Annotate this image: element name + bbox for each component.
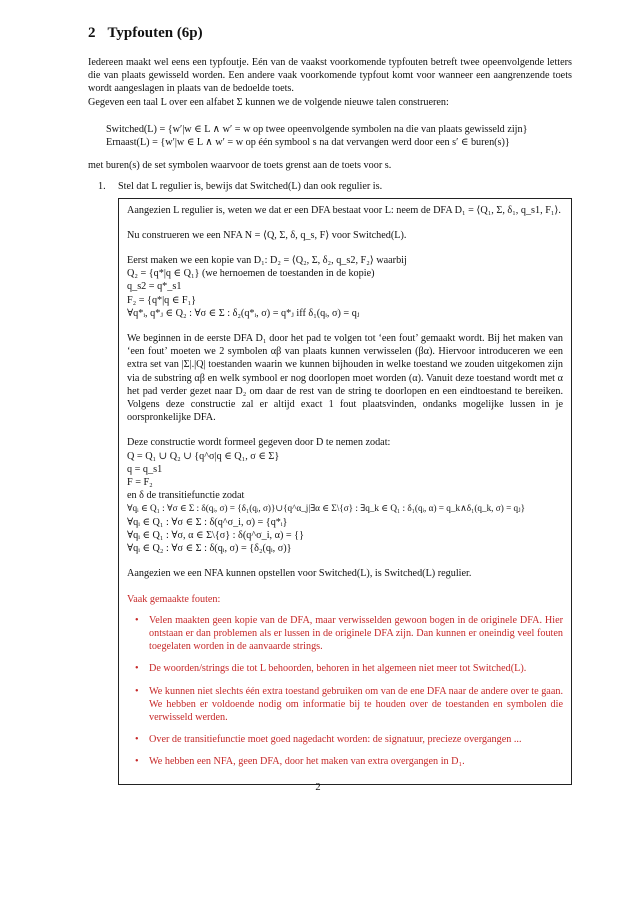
mistake-item: • Velen maakten geen kopie van de DFA, maar verwisselden gewoon bogen in de originele DFA. Hier ontstaan er dan problemen als er lussen in de originele DFA zijn. Dan kunnen er oneindig veel fouten toegelaten worden in de aanvaarde strings. (127, 614, 563, 654)
intro-line-2: Gegeven een taal L over een alfabet Σ kunnen we de volgende nieuwe talen construeren: (88, 96, 449, 108)
answer-paragraph-2: Nu construeren we een NFA N = ⟨Q, Σ, δ, q_s, F⟩ voor Switched(L). (127, 229, 407, 241)
question-text: Stel dat L regulier is, bewijs dat Switched(L) dan ook regulier is. (118, 181, 383, 193)
buren-note: met buren(s) de set symbolen waarvoor de toets grenst aan de toets voor s. (88, 160, 392, 172)
formal-line: Deze constructie wordt formeel gegeven door D te nemen zodat: (127, 437, 391, 449)
formal-line: en δ de transitiefunctie zodat (127, 490, 245, 502)
mistake-item: • Over de transitiefunctie moet goed nagedacht worden: de signatuur, precieze overgangen ... (127, 733, 563, 746)
page-number: 2 (315, 782, 321, 793)
definitions (106, 123, 572, 149)
copy-line: q_s2 = q*_s1 (127, 281, 182, 293)
formal-line: ∀qᵢ ∈ Q₁ : ∀σ, α ∈ Σ\{σ} : δ(q^σ_i, α) = {} (127, 529, 304, 541)
intro-paragraph: Iedereen maakt wel eens een typfoutje. Eén van de vaakst voorkomende typfouten betreft twee opeenvolgende letters die van plaats gewisseld worden. Een andere vaak voorkomende typfout komt voor wanneer een aangrenzende toets wordt aangeslagen in plaats van de bedoelde toets. (88, 57, 572, 95)
section-number: 2 (88, 25, 96, 41)
copy-line: Eerst maken we een kopie van D₁: D₂ = ⟨Q₂, Σ, δ₂, q_s2, F₂⟩ waarbij (127, 255, 407, 267)
section-title: Typfouten (6p) (107, 25, 203, 41)
question-1 (98, 180, 572, 193)
answer-paragraph-4: Aangezien we een NFA kunnen opstellen voor Switched(L), is Switched(L) regulier. (127, 568, 472, 580)
question-number: 1. (98, 181, 106, 193)
mistake-item: • We kunnen niet slechts één extra toestand gebruiken om van de ene DFA naar de andere over te gaan. We hebben er voldoende nodig om informatie bij te houden over de toestanden en symbolen die verwisseld werden. (127, 685, 563, 725)
formal-line: ∀qᵢ ∈ Q₁ : ∀σ ∈ Σ : δ(q^σ_i, σ) = {q*ᵢ} (127, 516, 288, 528)
mistake-item: • We hebben een NFA, geen DFA, door het maken van extra overgangen in D₁. (127, 755, 563, 768)
formal-line: ∀qᵢ ∈ Q₁ : ∀σ ∈ Σ : δ(qᵢ, σ) = {δ₁(qᵢ, σ)}∪{q^α_j|∃α ∈ Σ\{σ} : ∃q_k ∈ Q₁ : δ₁(qᵢ, α) = q_k∧δ₁(q_k, σ) = qⱼ} (127, 503, 525, 514)
answer-paragraph-3: We beginnen in de eerste DFA D₁ door het pad te volgen tot ‘een fout’ gemaakt wordt. Bij het maken van ‘een fout’ moeten we 2 symbolen αβ van plaats kunnen verwisselen (βα). Hiervoor introduceren we een extra set van |Σ|.|Q| toestanden waarin we kunnen bijhouden in welke toestand we zouden uitgekomen zijn via de substring αβ en welk symbool er nog doorlopen moet worden (α). Vanuit deze toestand wordt met α het pad verder gezet naar D₂ om daar de rest van de string te doorlopen en een eindtoestand te bereiken. Volgens deze constructie zal er altijd exact 1 fout plaatsvinden, ondanks mogelijke lussen in je oorspronkelijke DFA. (127, 333, 563, 424)
content (88, 24, 572, 785)
formal-line: ∀qᵢ ∈ Q₂ : ∀σ ∈ Σ : δ(qᵢ, σ) = {δ₂(qᵢ, σ)} (127, 543, 292, 555)
mistakes-list (127, 614, 563, 769)
copy-line: F₂ = {q*|q ∈ F₁} (127, 294, 197, 306)
copy-line: Q₂ = {q*|q ∈ Q₁} (we hernoemen de toestanden in de kopie) (127, 268, 375, 280)
definition-switched: Switched(L) = {w′|w ∈ L ∧ w′ = w op twee opeenvolgende symbolen na die van plaats gewisseld zijn} (106, 123, 528, 135)
formal-line: F = F₂ (127, 477, 153, 489)
answer-box (118, 198, 572, 785)
copy-line: ∀q*ᵢ, q*ⱼ ∈ Q₂ : ∀σ ∈ Σ : δ₂(q*ᵢ, σ) = q*ⱼ iff δ₁(qᵢ, σ) = qⱼ (127, 307, 360, 319)
section-heading (88, 24, 572, 42)
formal-line: Q = Q₁ ∪ Q₂ ∪ {q^σ|q ∈ Q₁, σ ∈ Σ} (127, 450, 280, 462)
mistakes-heading: Vaak gemaakte fouten: (127, 593, 221, 605)
definition-ernaast: Ernaast(L) = {w′|w ∈ L ∧ w′ = w op één symbool s na dat vervangen werd door een s′ ∈ buren(s)} (106, 137, 510, 149)
answer-paragraph-1: Aangezien L regulier is, weten we dat er een DFA bestaat voor L: neem de DFA D₁ = ⟨Q₁, Σ, δ₁, q_s1, F₁⟩. (127, 204, 561, 216)
mistake-item: • De woorden/strings die tot L behoorden, behoren in het algemeen niet meer tot Switched(L). (127, 662, 563, 675)
formal-line: q = q_s1 (127, 463, 163, 475)
